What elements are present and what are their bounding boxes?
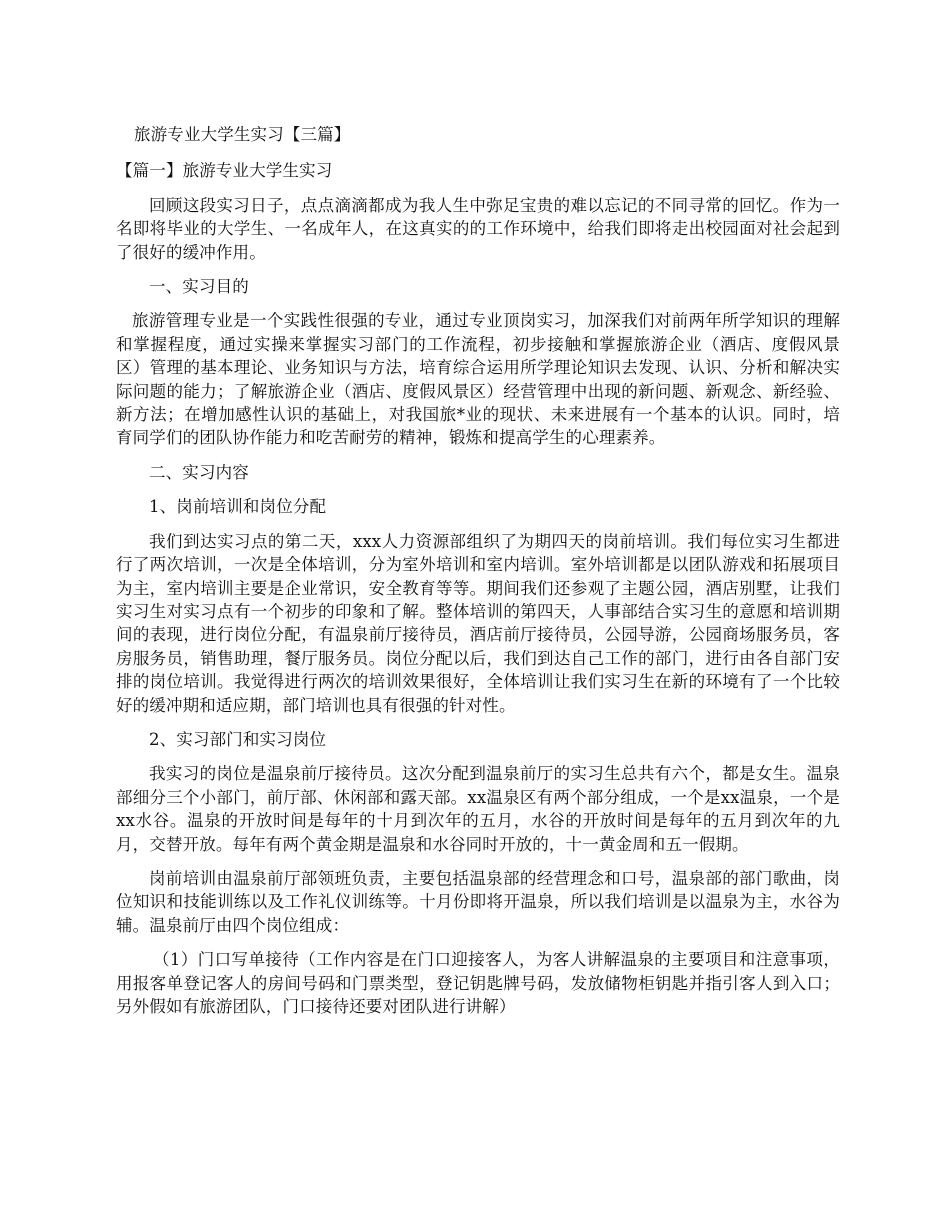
document-title: 旅游专业大学生实习【三篇】 — [134, 125, 351, 144]
position-paragraph: 我实习的岗位是温泉前厅接待员。这次分配到温泉前厅的实习生总共有六个，都是女生。温泉部细分三个小部门，前厅部、休闲部和露天部。xx温泉区有两个部分组成，一个是xx温泉，一个是xx水谷。温泉的开放时间是每年的十月到次年的五月，水谷的开放时间是每年的五月到次年的九月，交替开放。每年有两个黄金期是温泉和水谷同时开放的，十一黄金周和五一假期。 — [116, 764, 840, 854]
pre-job-paragraph: 岗前培训由温泉前厅部领班负责，主要包括温泉部的经营理念和口号，温泉部的部门歌曲，岗位知识和技能训练以及工作礼仪训练等。十月份即将开温泉，所以我们培训是以温泉为主，水谷为辅。温泉前厅由四个岗位组成： — [116, 868, 840, 935]
document-body — [116, 123, 840, 1029]
intro-paragraph: 回顾这段实习日子，点点滴滴都成为我人生中弥足宝贵的难以忘记的不同寻常的回忆。作为一名即将毕业的大学生、一名成年人，在这真实的的工作环境中，给我们即将走出校园面对社会起到了很好的缓冲作用。 — [116, 195, 840, 262]
subheading-position: 2、实习部门和实习岗位 — [149, 729, 327, 749]
list-item-1: （1）门口写单接待（工作内容是在门口迎接客人，为客人讲解温泉的主要项目和注意事项，用报客单登记客人的房间号码和门票类型，登记钥匙牌号码，发放储物柜钥匙并指引客人到入口；另外假如有旅游团队，门口接待还要对团队进行讲解） — [116, 950, 840, 1016]
subheading-training: 1、岗前培训和岗位分配 — [149, 497, 327, 517]
purpose-paragraph: 旅游管理专业是一个实践性很强的专业，通过专业顶岗实习，加深我们对前两年所学知识的理解和掌握程度，通过实操来掌握实习部门的工作流程，初步接触和掌握旅游企业（酒店、度假风景区）管理的基本理论、业务知识与方法，培育综合运用所学理论知识去发现、认识、分析和解决实际问题的能力；了解旅游企业（酒店、度假风景区）经营管理中出现的新问题、新观念、新经验、新方法；在增加感性认识的基础上，对我国旅*业的现状、未来进展有一个基本的认识。同时，培育同学们的团队协作能力和吃苦耐劳的精神，锻炼和提高学生的心理素养。 — [116, 311, 840, 448]
section-title: 【篇一】旅游专业大学生实习 — [116, 161, 333, 181]
heading-purpose: 一、实习目的 — [149, 277, 249, 297]
training-paragraph: 我们到达实习点的第二天，xxx人力资源部组织了为期四天的岗前培训。我们每位实习生都进行了两次培训，一次是全体培训，分为室外培训和室内培训。室外培训都是以团队游戏和拓展项目为主，室内培训主要是企业常识，安全教育等等。期间我们还参观了主题公园，酒店别墅，让我们实习生对实习点有一个初步的印象和了解。整体培训的第四天，人事部结合实习生的意愿和培训期间的表现，进行岗位分配，有温泉前厅接待员，酒店前厅接待员，公园导游，公园商场服务员，客房服务员，销售助理，餐厅服务员。岗位分配以后，我们到达自己工作的部门，进行由各自部门安排的岗位培训。我觉得进行两次的培训效果很好，全体培训让我们实习生在新的环境有了一个比较好的缓冲期和适应期，部门培训也具有很强的针对性。 — [116, 531, 840, 715]
heading-content: 二、实习内容 — [149, 462, 249, 482]
